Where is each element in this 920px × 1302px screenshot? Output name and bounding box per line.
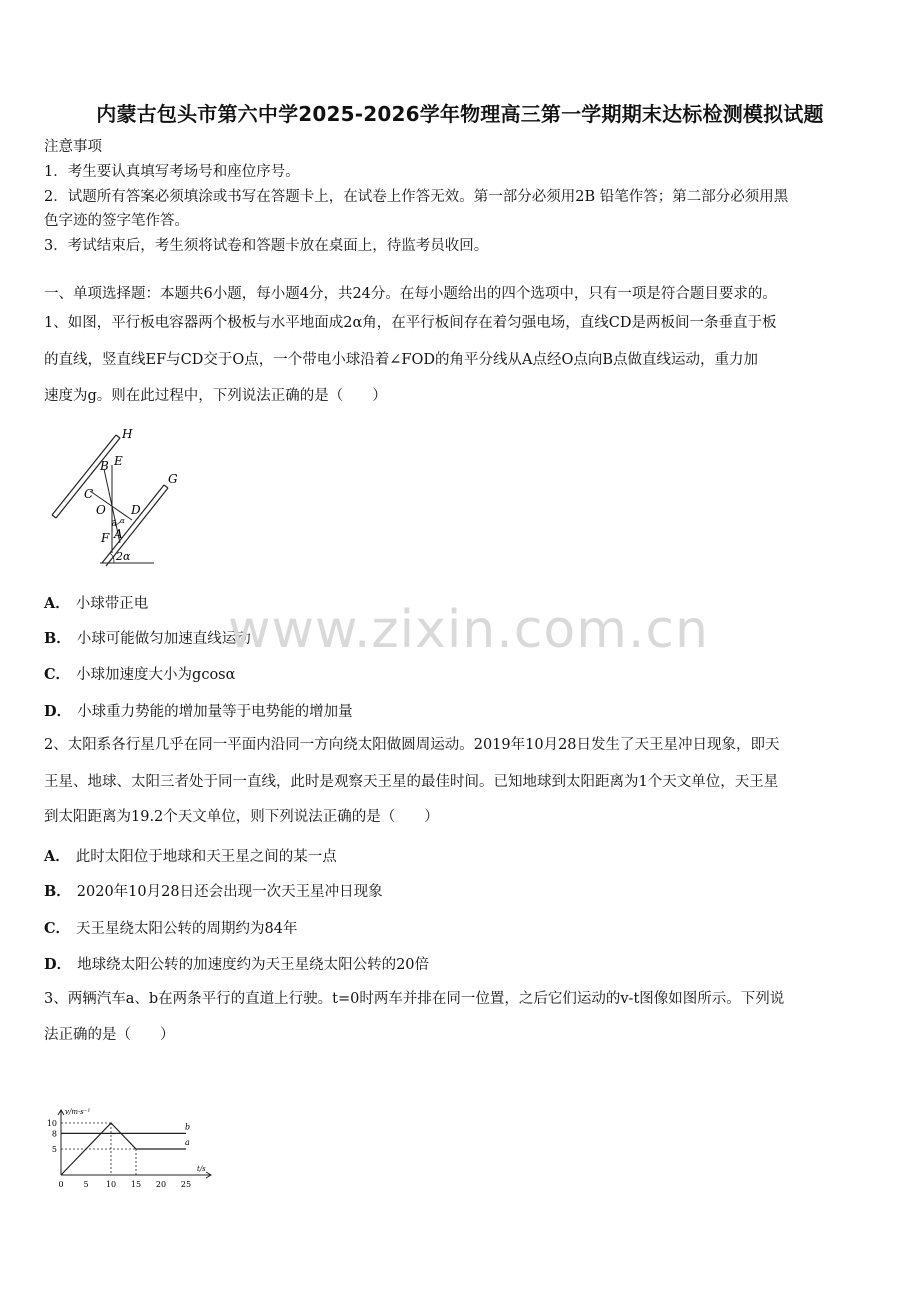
q2-option-d[interactable]: D． 地球绕太阳公转的加速度约为天王星绕太阳公转的20倍 — [44, 956, 430, 973]
y-tick-label: 10 — [46, 1119, 57, 1128]
x-tick-label: 15 — [130, 1180, 142, 1189]
label-d: D — [131, 503, 141, 517]
label-e: E — [114, 454, 123, 468]
q2-option-c[interactable]: C． 天王星绕太阳公转的周期约为84年 — [44, 920, 298, 937]
q3-line-2: 法正确的是（ ） — [44, 1027, 175, 1043]
x-tick-label: 20 — [155, 1180, 167, 1189]
q1-option-b[interactable]: B． 小球可能做匀加速直线运动 — [44, 630, 251, 647]
watermark: www.zixin.com.cn — [228, 600, 709, 660]
notice-item-1: 1．考生要认真填写考场号和座位序号。 — [44, 164, 300, 180]
label-c: C — [84, 487, 94, 501]
label-o: O — [96, 503, 106, 517]
q1-capacitor-figure — [44, 425, 194, 570]
q2-option-b[interactable]: B． 2020年10月28日还会出现一次天王星冲日现象 — [44, 883, 383, 900]
label-alpha-2: α — [120, 517, 125, 525]
q1-line-3: 速度为g。则在此过程中，下列说法正确的是（ ） — [44, 388, 387, 404]
label-alpha-1: α — [112, 520, 117, 528]
notice-item-2: 2．试题所有答案必须填涂或书写在答题卡上，在试卷上作答无效。第一部分必须用2B 铅笔作答；第二部分必须用黑 — [44, 189, 789, 205]
q2-option-a[interactable]: A． 此时太阳位于地球和天王星之间的某一点 — [44, 848, 337, 865]
page-title: 内蒙古包头市第六中学2025-2026学年物理高三第一学期期末达标检测模拟试题 — [96, 102, 824, 126]
x-tick-label: 0 — [58, 1180, 64, 1189]
q2-line-2: 王星、地球、太阳三者处于同一直线，此时是观察天王星的最佳时间。已知地球到太阳距离为1个天文单位，天王星 — [44, 774, 779, 790]
label-2alpha: 2α — [116, 550, 131, 563]
series-label-a: a — [185, 1138, 190, 1147]
y-tick-label: 8 — [51, 1129, 57, 1139]
notice-heading: 注意事项 — [44, 139, 102, 155]
x-axis-label: t/s — [197, 1165, 206, 1173]
label-h: H — [122, 427, 133, 441]
q1-line-2: 的直线，竖直线EF与CD交于O点，一个带电小球沿着∠FOD的角平分线从A点经O点向B点做直线运动，重力加 — [44, 352, 758, 368]
q1-option-d[interactable]: D． 小球重力势能的增加量等于电势能的增加量 — [44, 703, 353, 720]
q1-option-c[interactable]: C． 小球加速度大小为gcosα — [44, 666, 236, 683]
y-axis-label: v/m·s⁻¹ — [65, 1108, 91, 1116]
series-line-a — [61, 1123, 186, 1175]
q1-line-1: 1、如图，平行板电容器两个极板与水平地面成2α角，在平行板间存在着匀强电场，直线CD是两板间一条垂直于板 — [44, 315, 777, 331]
x-tick-label: 10 — [105, 1180, 117, 1189]
y-tick-label: 5 — [51, 1145, 57, 1154]
q2-line-1: 2、太阳系各行星几乎在同一平面内沿同一方向绕太阳做圆周运动。2019年10月28日发生了天王星冲日现象，即天 — [44, 737, 780, 753]
q2-line-3: 到太阳距离为19.2个天文单位，则下列说法正确的是（ ） — [44, 809, 439, 825]
series-label-b: b — [185, 1122, 191, 1132]
x-tick-label: 5 — [83, 1180, 89, 1189]
q3-line-1: 3、两辆汽车a、b在两条平行的直道上行驶。t=0时两车并排在同一位置，之后它们运动的v-t图像如图所示。下列说 — [44, 991, 785, 1007]
label-g: G — [168, 472, 178, 486]
label-a: A — [114, 527, 123, 541]
label-f: F — [101, 531, 110, 545]
label-b: B — [100, 459, 109, 473]
q3-vt-chart — [44, 1055, 234, 1195]
x-tick-label: 25 — [180, 1180, 192, 1189]
notice-item-2-cont: 色字迹的签字笔作答。 — [44, 213, 189, 229]
notice-item-3: 3．考试结束后，考生须将试卷和答题卡放在桌面上，待监考员收回。 — [44, 238, 489, 254]
q1-option-a[interactable]: A． 小球带正电 — [44, 595, 149, 612]
section-heading: 一、单项选择题：本题共6小题，每小题4分，共24分。在每小题给出的四个选项中，只有一项是符合题目要求的。 — [44, 286, 777, 302]
